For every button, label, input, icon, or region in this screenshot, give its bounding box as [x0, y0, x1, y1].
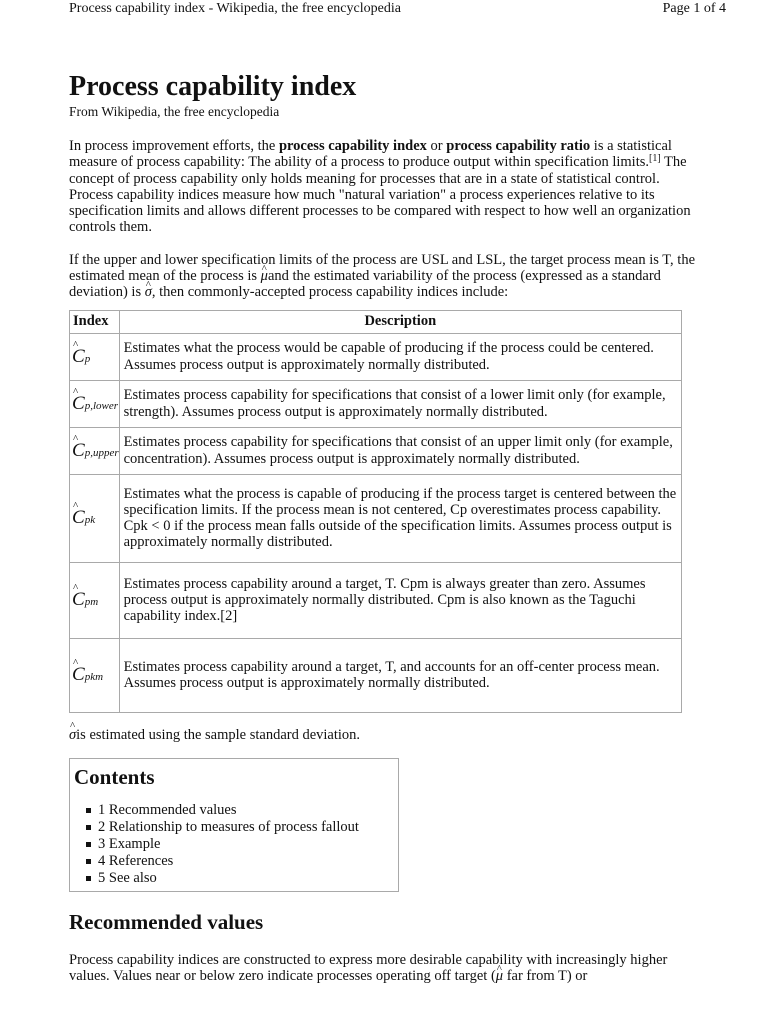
column-header-description: Description: [119, 310, 681, 333]
print-header-page-number: Page 1 of 4: [662, 1, 726, 16]
intro-bold-term-1: process capability index: [278, 138, 427, 154]
formula-symbol: ^ C: [72, 346, 85, 368]
formula-cpm: [70, 562, 120, 638]
page-title: Process capability index: [69, 71, 357, 102]
description-cell: Estimates process capability around a target, T. Cpm is always greater than zero. Assumes process output is approximately normally distributed. Cpm is also known as the Taguchi capability index.[2]: [119, 562, 681, 638]
limits-text-3: , then commonly-accepted process capability indices include:: [151, 284, 509, 301]
formula-cpk: [70, 474, 120, 562]
description-cell: Estimates process capability around a target, T, and accounts for an off-center process mean. Assumes process output is approximately normally distributed.: [119, 638, 681, 712]
formula-subscript: p,upper: [84, 446, 119, 459]
formula-subscript: pk: [84, 514, 96, 527]
limits-text-1: If the upper and lower specification limits of the process are USL and LSL, the target process mean is T, the estimated mean of the process is: [69, 251, 695, 285]
recommended-text-2: far from T) or: [503, 967, 588, 984]
description-cell: Estimates what the process would be capable of producing if the process could be centered. Assumes process output is approximately normally distributed.: [119, 333, 681, 380]
limits-text-2: and the estimated variability of the process (expressed as a standard deviation) is: [69, 268, 661, 301]
table-row: [70, 427, 682, 474]
formula-cpkm: [70, 638, 120, 712]
toc-item-relationship[interactable]: 2 Relationship to measures of process fallout: [98, 819, 398, 836]
article-content: [69, 70, 697, 984]
description-cell: Estimates process capability for specifications that consist of an upper limit only (for example, concentration). Assumes process output is approximately normally distributed.: [119, 427, 681, 474]
formula-subscript: p,lower: [84, 399, 118, 412]
site-subtitle: From Wikipedia, the free encyclopedia: [69, 104, 280, 119]
formula-symbol: ^ C: [72, 507, 85, 529]
formula-cp-lower: [70, 380, 120, 427]
formula-subscript: pkm: [84, 671, 104, 684]
description-cell: Estimates what the process is capable of producing if the process target is centered between the specification limits. If the process mean is not centered, Cp overestimates process capability. Cpk < 0 if the process mean falls outside of the specification limits. Assumes process output is approximately normally distributed.: [119, 474, 681, 562]
recommended-text-1: Process capability indices are constructed to express more desirable capability with increasingly higher values. Values near or below zero indicate processes operating off target (: [69, 951, 668, 984]
table-row: [70, 333, 682, 380]
intro-paragraph: [69, 138, 697, 236]
intro-text-1: In process improvement efforts, the: [69, 138, 279, 154]
table-row: [70, 380, 682, 427]
sigma-note: [69, 727, 697, 744]
table-of-contents: [69, 758, 399, 892]
recommended-values-paragraph: [69, 952, 697, 985]
citation-link-1[interactable]: [1]: [649, 153, 661, 165]
formula-symbol: ^ C: [72, 440, 85, 462]
limits-paragraph: [69, 252, 697, 301]
print-header-title: Process capability index - Wikipedia, the free encyclopedia: [69, 1, 401, 16]
toc-list: [74, 802, 398, 887]
formula-subscript: p: [84, 352, 91, 365]
sigma-hat-symbol: ^ σ: [145, 284, 152, 300]
column-header-index: Index: [70, 310, 120, 333]
sigma-note-text: is estimated using the sample standard deviation.: [76, 726, 361, 743]
toc-title: Contents: [74, 764, 155, 789]
capability-index-table: [69, 310, 682, 713]
table-row: [70, 474, 682, 562]
intro-text-3: is a statistical measure of process capability: The ability of a process to produce output within specification limits.: [69, 138, 672, 171]
table-header-row: [70, 310, 682, 333]
formula-subscript: pm: [84, 596, 99, 609]
toc-item-example[interactable]: 3 Example: [98, 836, 398, 853]
sigma-hat-symbol: ^ σ: [69, 727, 76, 744]
formula-symbol: ^ C: [72, 589, 85, 611]
table-row: [70, 562, 682, 638]
intro-text-2: or: [426, 138, 447, 154]
table-row: [70, 638, 682, 712]
formula-symbol: ^ C: [72, 393, 85, 415]
intro-text-4: The concept of process capability only holds meaning for processes that are in a state of statistical control. Process capability indices measure how much "natural variation" a process experiences relative to its specification limits and allows different processes to be compared with respect to how well an organization controls them.: [69, 154, 691, 236]
formula-cp-upper: [70, 427, 120, 474]
formula-cp: [70, 333, 120, 380]
mu-hat-symbol: ^ μ: [261, 268, 268, 284]
toc-item-references[interactable]: 4 References: [98, 853, 398, 870]
print-header: [69, 0, 726, 20]
toc-item-recommended-values[interactable]: 1 Recommended values: [98, 802, 398, 819]
section-heading-recommended-values: Recommended values: [69, 909, 264, 934]
formula-symbol: ^ C: [72, 664, 85, 686]
intro-bold-term-2: process capability ratio: [446, 138, 591, 154]
description-cell: Estimates process capability for specifications that consist of a lower limit only (for example, strength). Assumes process output is approximately normally distributed.: [119, 380, 681, 427]
toc-item-see-also[interactable]: 5 See also: [98, 870, 398, 887]
mu-hat-symbol: ^ μ: [496, 968, 503, 984]
